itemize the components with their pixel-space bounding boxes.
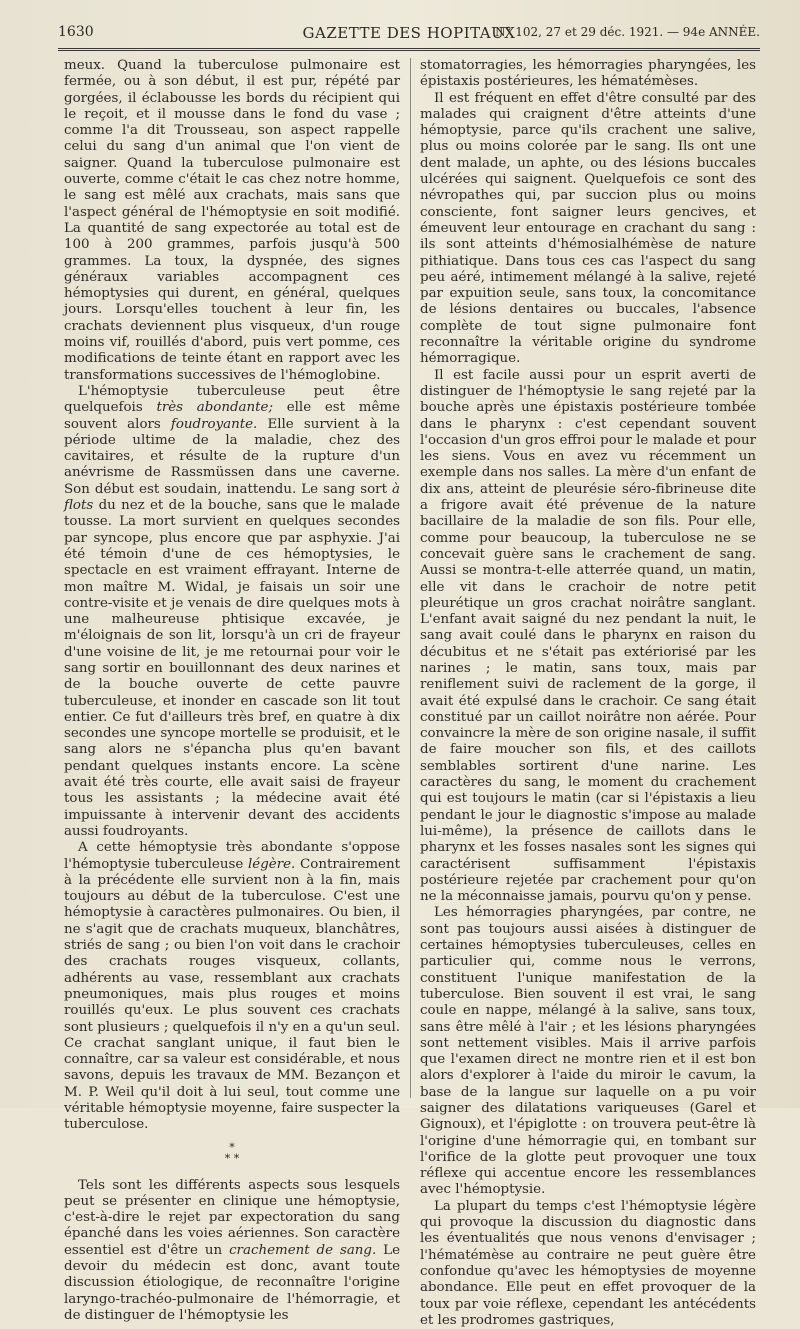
section-separator: * * *	[224, 1140, 240, 1165]
paragraph: Les hémorragies pharyngées, par contre, ne sont pas toujours aussi aisées à distinguer de certaines hémoptysies tuberculeuses, celles en particulier qui, comme nous le verrons, constituent l'unique manifestation de la tuberculose. Bien souvent il est vrai, le sang coule en nappe, mélangé à la salive, sans toux, sans être mêlé à l'air ; et les lésions pharyngées sont nettement visibles. Mais il arrive parfois que l'examen direct ne montre rien et il est bon alors d'explorer à l'aide du miroir le cavum, la base de la langue sur laquelle on a pu voir saigner des dilatations variqueuses (Garel et Gignoux), et l'épiglotte : on trouvera peut-être là l'origine d'une hémorragie qui, en tombant sur l'orifice de la glotte peut provoquer une toux réflexe qui accentue encore les ressemblances avec l'hémoptysie.	[420, 905, 756, 1198]
issue-info: N° 102, 27 et 29 déc. 1921. — 94e ANNÉE.	[494, 25, 760, 39]
left-column	[64, 58, 400, 1324]
paragraph: A cette hémoptysie très abondante s'oppose l'hémoptysie tuberculeuse légère. Contrairement à la précédente elle survient non à la fin, mais toujours au début de la tuberculose. C'est une hémoptysie à caractères pulmonaires. Ou bien, il ne s'agit que de crachats muqueux, blanchâtres, striés de sang ; ou bien l'on voit dans le crachoir des crachats rouges visqueux, collants, adhérents au vase, ressemblant aux crachats pneumoniques, mais plus rouges et moins rouillés qu'eux. Le plus souvent ces crachats sont plusieurs ; quelquefois il n'y en a qu'un seul. Ce crachat sanglant unique, il faut bien le connaître, car sa valeur est considérable, et nous savons, depuis les travaux de MM. Bezançon et M. P. Weil qu'il doit à lui seul, tout comme une véritable hémoptysie moyenne, faire suspecter la tuberculose.	[64, 840, 400, 1133]
paragraph: Tels sont les différents aspects sous lesquels peut se présenter en clinique une hémoptysie, c'est-à-dire le rejet par expectoration du sang épanché dans les voies aériennes. Son caractère essentiel est d'être un crachement de sang. Le devoir du médecin est donc, avant toute discussion étiologique, de reconnaître l'origine laryngo-trachéo-pulmonaire de l'hémorragie, et de distinguer de l'hémoptysie les	[64, 1177, 400, 1323]
paragraph: La plupart du temps c'est l'hémoptysie légère qui provoque la discussion du diagnostic dans les éventualités que nous venons d'envisager ; l'hématémèse au contraire ne peut guère être confondue qu'avec les hémoptysies de moyenne abondance. Elle peut en effet provoquer de la toux par voie réflexe, cependant les antécédents et les prodromes gastriques,	[420, 1198, 756, 1328]
journal-title: GAZETTE DES HOPITAUX	[302, 24, 516, 42]
paragraph: Il est fréquent en effet d'être consulté par des malades qui craignent d'être atteints d'une hémoptysie, parce qu'ils crachent une salive, plus ou moins colorée par le sang. Ils ont une dent malade, un aphte, ou des lésions buccales ulcérées qui saignent. Quelquefois ce sont des névropathes qui, par succion plus ou moins consciente, font saigner leurs gencives, et émeuvent leur entourage en crachant du sang : ils sont atteints d'hémosialhémèse de nature pithiatique. Dans tous ces cas l'aspect du sang peu aéré, intimement mélangé à la salive, rejeté par expuition seule, sans toux, la concomitance de lésions dentaires ou buccales, l'absence complète de tout signe pulmonaire font reconnaître la véritable origine du syndrome hémorragique.	[420, 90, 756, 367]
page-header	[58, 22, 760, 51]
paragraph: Il est facile aussi pour un esprit averti de distinguer de l'hémoptysie le sang rejeté par la bouche après une épistaxis postérieure tombée dans le pharynx : c'est cependant souvent l'occasion d'un gros effroi pour le malade et pour les siens. Vous en avez vu récemment un exemple dans nos salles. La mère d'un enfant de dix ans, atteint de pleurésie séro-fibrineuse dite a frigore avait été prévenue de la nature bacillaire de la maladie de son fils. Pour elle, comme pour beaucoup, la tuberculose ne se concevait guère sans le crachement de sang. Aussi se montra-t-elle atterrée quand, un matin, elle vit dans le crachoir de notre petit pleurétique un gros crachat noirâtre sanglant. L'enfant avait saigné du nez pendant la nuit, le sang avait coulé dans le pharynx en raison du décubitus et ne s'était pas extériorisé par les narines ; le matin, sans toux, mais par reniflement suivi de raclement de la gorge, il avait été expulsé dans le crachoir. Ce sang était constitué par un caillot noirâtre non aérée. Pour convaincre la mère de son origine nasale, il suffit de faire moucher son fils, et des caillots semblables sortirent d'une narine. Les caractères du sang, le moment du crachement qui est toujours le matin (car si l'épistaxis a lieu pendant le jour le diagnostic s'impose au malade lui-même), la présence de caillots dans le pharynx et les fosses nasales sont les signes qui caractérisent suffisamment l'épistaxis postérieure rejetée par crachement pour qu'on ne la méconnaisse jamais, pourvu qu'on y pense.	[420, 367, 756, 905]
right-column	[420, 58, 756, 1329]
paragraph: L'hémoptysie tuberculeuse peut être quelquefois très abondante; elle est même souvent alors foudroyante. Elle survient à la période ultime de la maladie, chez des cavitaires, et résulte de la rupture d'un anévrisme de Rassmüssen dans une caverne. Son début est soudain, inattendu. Le sang sort à flots du nez et de la bouche, sans que le malade tousse. La mort survient en quelques secondes par syncope, plus encore que par asphyxie. J'ai été témoin d'une de ces hémoptysies, le spectacle en est vraiment effrayant. Interne de mon maître M. Widal, je faisais un soir une contre-visite et je venais de dire quelques mots à une malheureuse phtisique excavée, je m'éloignais de son lit, lorsqu'à un cri de frayeur d'une voisine de lit, je me retournai pour voir le sang sortir en bouillonnant des deux narines et de la bouche ouverte de cette pauvre tuberculeuse, et inonder en cascade son lit tout entier. Ce fut d'ailleurs très bref, en quatre à dix secondes une syncope mortelle se produisit, et le sang alors ne s'épancha plus qu'en bavant pendant quelques instants encore. La scène avait été très courte, elle avait saisi de frayeur tous les assistants ; la médecine avait été impuissante à intervenir devant des accidents aussi foudroyants.	[64, 383, 401, 839]
paragraph: stomatorragies, les hémorragies pharyngées, les épistaxis postérieures, les hématémèses.	[420, 58, 756, 90]
page-number: 1630	[58, 24, 94, 40]
paragraph: meux. Quand la tuberculose pulmonaire est fermée, ou à son début, il est pur, répété par gorgées, il éclabousse les bords du récipient qui le reçoit, et il mousse dans le fond du vase ; comme l'a dit Trousseau, son aspect rappelle celui du sang d'un animal que l'on vient de saigner. Quand la tuberculose pulmonaire est ouverte, comme c'était le cas chez notre homme, le sang est mêlé aux crachats, mais sans que l'aspect général de l'hémoptysie en soit modifié. La quantité de sang expectorée au total est de 100 à 200 grammes, parfois jusqu'à 500 grammes. La toux, la dyspnée, des signes généraux variables accompagnent ces hémoptysies qui durent, en général, quelques jours. Lorsqu'elles touchent à leur fin, les crachats deviennent plus visqueux, d'un rouge moins vif, rouillés d'abord, puis vert pomme, ces modifications de teinte étant en rapport avec les transformations successives de l'hémoglobine.	[64, 58, 400, 383]
column-divider	[410, 58, 411, 1098]
